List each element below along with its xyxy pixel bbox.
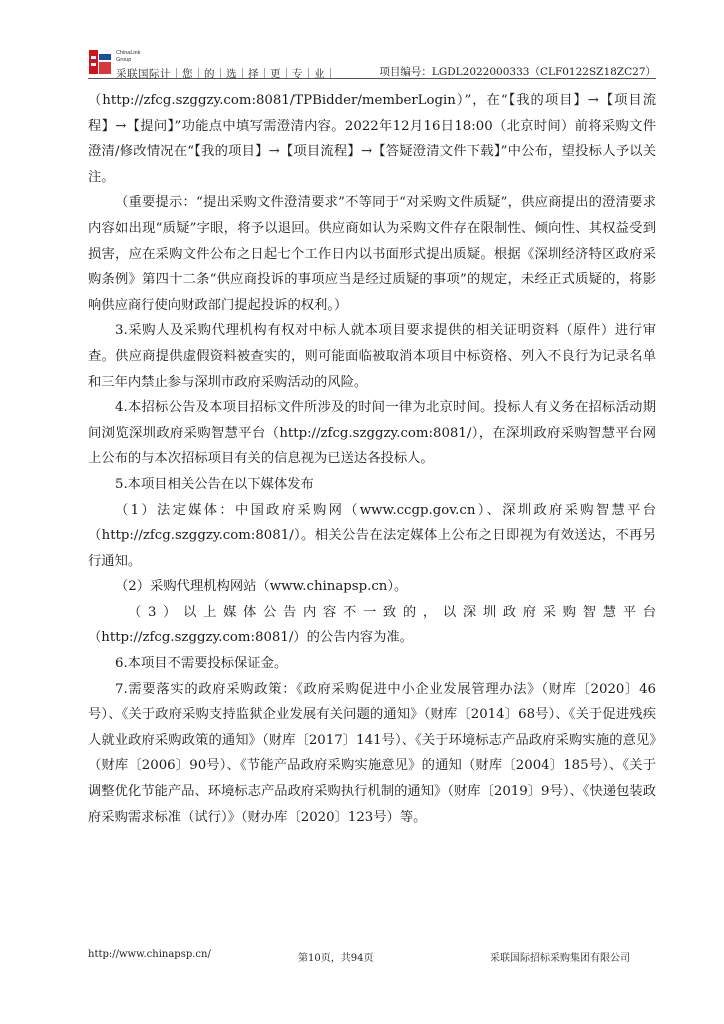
document-body [88,88,656,830]
header-divider [88,78,656,79]
footer-page-number: 第10页，共94页 [298,953,374,964]
slogan-text: 计｜您｜的｜选｜择｜更｜专｜业｜ [160,68,336,80]
footer-url: http://www.chinapsp.cn/ [88,949,211,960]
paragraph-item-5: 5.本项目相关公告在以下媒体发布 [115,476,314,492]
chinalink-logo-icon [88,48,114,76]
logo-text-line1: ChinaLink [116,50,141,56]
paragraph-important-notice: （重要提示：“提出采购文件澄清要求”不等同于“对采购文件质疑”，供应商提出的澄清要求内容如出现“质疑”字眼，将予以退回。供应商如认为采购文件存在限制性、倾向性、其权益受到损害，应在采购文件公布之日起七个工作日内以书面形式提出质疑。根据《深圳经济特区政府采购条例》第四十二条“供应商投诉的事项应当是经过质疑的事项”的规定，未经正式质疑的，将影响供应商行使向财政部门提起投诉的权利。） [88,195,656,313]
paragraph-item-6: 6.本项目不需要投标保证金。 [115,656,288,672]
paragraph-item-3: 3.采购人及采购代理机构有权对中标人就本项目要求提供的相关证明资料（原件）进行审查。供应商提供虚假资料被查实的，则可能面临被取消本项目中标资格、列入不良行为记录名单和三年内禁止参与深圳市政府采购活动的风险。 [88,323,656,390]
paragraph-item-7: 7.需要落实的政府采购政策：《政府采购促进中小企业发展管理办法》（财库〔2020〕46号）、《关于政府采购支持监狱企业发展有关问题的通知》（财库〔2014〕68号）、《关于促进残疾人就业政府采购政策的通知》（财库〔2017〕141号）、《关于环境标志产品政府采购实施的意见》（财库〔2006〕90号）、《节能产品政府采购实施意见》的通知（财库〔2004〕185号）、《关于调整优化节能产品、环境标志产品政府采购执行机制的通知》（财库〔2019〕9号）、《快递包装政府采购需求标准（试行）》（财办库〔2020〕123号）等。 [88,681,656,825]
paragraph-item-4: 4.本招标公告及本项目招标文件所涉及的时间一律为北京时间。投标人有义务在招标活动期间浏览深圳政府采购智慧平台（http://zfcg.szggzy.com:8081/），在深圳政府采购智慧平台网上公布的与本次招标项目有关的信息视为已送达各投标人。 [88,400,656,467]
logo-text [116,50,140,63]
logo-text-line2: Group [116,56,132,63]
paragraph-item-5-1: （1）法定媒体：中国政府采购网（www.ccgp.gov.cn）、深圳政府采购智慧平台（http://zfcg.szggzy.com:8081/）。相关公告在法定媒体上公布之日即视为有效送达，不再另行通知。 [88,502,656,569]
logo-text-line3: 采联国际 [116,68,160,80]
footer-company: 采联国际招标采购集团有限公司 [490,953,630,964]
page-footer [88,949,656,965]
paragraph-item-5-2: （2）采购代理机构网站（www.chinapsp.cn）。 [115,579,408,595]
project-number: 项目编号：LGDL2022000333（CLF0122SZ18ZC27） [379,66,656,78]
paragraph-clarification-procedure: （http://zfcg.szggzy.com:8081/TPBidder/memberLogin）”，在“【我的项目】→【项目流程】→【提问】”功能点中填写需澄清内容。2022年12月16日18:00（北京时间）前将采购文件澄清/修改情况在“【我的项目】→【项目流程】→【答疑澄清文件下载】”中公布，望投标人予以关注。 [88,93,656,185]
page-header [88,48,656,78]
paragraph-item-5-3: （3）以上媒体公告内容不一致的，以深圳政府采购智慧平台（http://zfcg.szggzy.com:8081/）的公告内容为准。 [88,604,656,646]
